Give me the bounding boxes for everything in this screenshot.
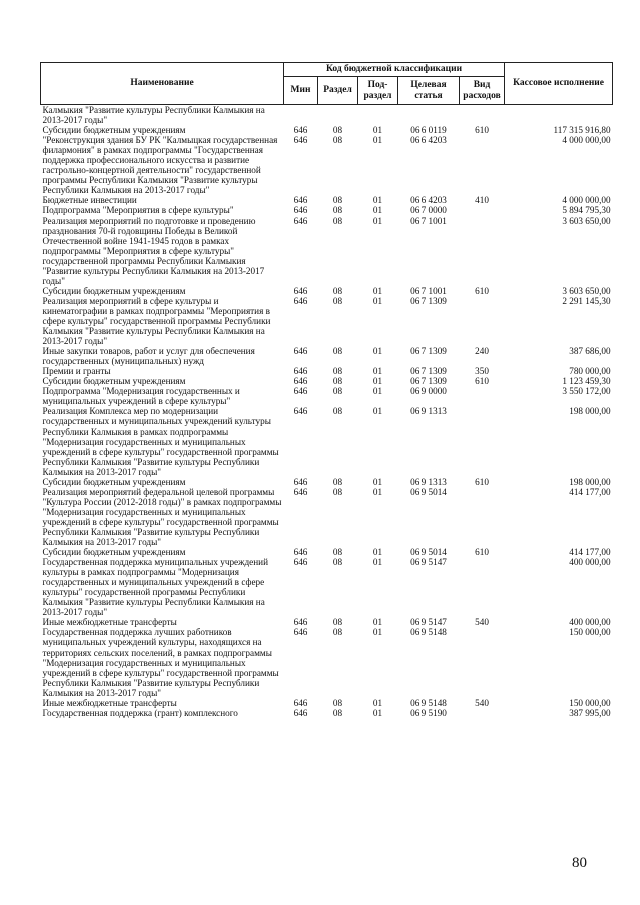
cell-vid: [460, 105, 505, 126]
cell-vid: [460, 406, 505, 476]
cell-summa: 414 177,00: [569, 486, 611, 497]
cell-celevaya: 06 9 5148: [410, 697, 447, 708]
cell-vid: 610: [475, 125, 489, 136]
column-header-vid: Вид расходов: [460, 77, 505, 105]
cell-vid: 540: [475, 617, 489, 628]
cell-summa: 198 000,00: [569, 476, 611, 487]
cell-name: Реализация мероприятий федеральной целевой программы "Культура России (2012-2018 годы)" в рамках подпрограммы "Модернизация государственных и муниципальных учреждений в сфере культуры" государственной программы Республики Калмыкия "Развитие культуры Республики Калмыкия на 2013-2017 годы": [42, 486, 282, 548]
cell-vid: 540: [475, 697, 489, 708]
cell-vid: 610: [475, 476, 489, 487]
cell-min: [284, 105, 318, 126]
cell-name: Субсидии бюджетным учреждениям: [42, 125, 186, 136]
cell-min: 646: [293, 215, 308, 226]
column-header-podrazdel: Под-раздел: [358, 77, 398, 105]
cell-razdel: 08: [332, 195, 343, 206]
cell-min: 646: [293, 707, 308, 718]
cell-celevaya: 06 7 1001: [410, 285, 447, 296]
table-row: [41, 296, 613, 346]
cell-podrazdel: 01: [372, 215, 383, 226]
cell-podrazdel: [358, 105, 398, 126]
cell-vid: 350: [475, 366, 489, 377]
cell-podrazdel: 01: [372, 476, 383, 487]
column-header-kassovoe: Кассовое исполнение: [505, 63, 613, 105]
cell-celevaya: 06 7 1309: [410, 366, 447, 377]
table-row: [41, 376, 613, 386]
cell-razdel: 08: [332, 125, 343, 136]
table-row: [41, 547, 613, 557]
cell-podrazdel: 01: [372, 125, 383, 136]
cell-min: 646: [293, 697, 308, 708]
cell-summa: 400 000,00: [569, 617, 611, 628]
table-row: [41, 125, 613, 135]
cell-min: 646: [293, 386, 308, 397]
cell-min: 646: [293, 376, 308, 387]
cell-celevaya: 06 9 5147: [410, 557, 447, 568]
table-row: [41, 406, 613, 476]
cell-razdel: 08: [332, 205, 343, 216]
column-header-min: Мин: [284, 77, 318, 105]
cell-summa: 3 603 650,00: [562, 215, 611, 226]
cell-min: 646: [293, 406, 308, 417]
table-row: [41, 557, 613, 617]
cell-summa: 780 000,00: [569, 366, 611, 377]
cell-name: Калмыкия "Развитие культуры Республики Калмыкия на 2013-2017 годы": [42, 105, 265, 126]
cell-min: 646: [293, 295, 308, 306]
column-header-name: Наименование: [41, 63, 284, 105]
cell-podrazdel: 01: [372, 195, 383, 206]
cell-summa: 387 686,00: [569, 346, 611, 357]
cell-celevaya: 06 7 1001: [410, 215, 447, 226]
table-row: [41, 627, 613, 697]
cell-name: Иные межбюджетные трансферты: [42, 697, 177, 708]
cell-podrazdel: 01: [372, 285, 383, 296]
table-body: [41, 105, 613, 718]
cell-summa: 387 995,00: [569, 707, 611, 718]
cell-summa: 150 000,00: [569, 627, 611, 638]
cell-name: Субсидии бюджетным учреждениям: [42, 376, 186, 387]
cell-vid: 610: [475, 547, 489, 558]
column-header-razdel: Раздел: [318, 77, 358, 105]
cell-razdel: 08: [332, 406, 343, 417]
cell-vid: 610: [475, 285, 489, 296]
cell-celevaya: 06 6 0119: [410, 125, 447, 136]
table-row: [41, 216, 613, 286]
cell-name: Реализация мероприятий в сфере культуры и кинематографии в рамках подпрограммы "Мероприятия в сфере культуры" государственной программы Республики Калмыкия "Развитие культуры Республики Калмыкия на 2013-2017 годы": [42, 295, 271, 347]
cell-razdel: 08: [332, 215, 343, 226]
cell-celevaya: 06 7 1309: [410, 295, 447, 306]
cell-summa: [505, 105, 613, 126]
cell-name: Бюджетные инвестиции: [42, 195, 137, 206]
cell-podrazdel: 01: [372, 205, 383, 216]
cell-name: Государственная поддержка (грант) комплексного: [42, 707, 238, 718]
cell-summa: 400 000,00: [569, 557, 611, 568]
cell-name: Государственная поддержка муниципальных учреждений культуры в рамках подпрограммы "Модернизация государственных и муниципальных учреждений в сфере культуры" государственной программы Республики Калмыкия "Развитие культуры Республики Калмыкия на 2013-2017 годы": [42, 557, 268, 618]
cell-podrazdel: 01: [372, 386, 383, 397]
cell-podrazdel: 01: [372, 617, 383, 628]
cell-razdel: 08: [332, 376, 343, 387]
cell-razdel: 08: [332, 366, 343, 377]
cell-min: 646: [293, 346, 308, 357]
cell-razdel: [318, 105, 358, 126]
cell-celevaya: 06 9 5190: [410, 707, 447, 718]
cell-min: 646: [293, 476, 308, 487]
cell-razdel: 08: [332, 697, 343, 708]
cell-vid: 240: [475, 346, 489, 357]
cell-vid: [460, 627, 505, 697]
table-row: [41, 105, 613, 126]
cell-vid: [460, 216, 505, 286]
table-row: [41, 135, 613, 195]
cell-summa: 3 550 172,00: [562, 386, 611, 397]
cell-min: 646: [293, 195, 308, 206]
cell-razdel: 08: [332, 627, 343, 638]
cell-celevaya: 06 7 1309: [410, 376, 447, 387]
cell-celevaya: 06 9 5148: [410, 627, 447, 638]
cell-razdel: 08: [332, 557, 343, 568]
cell-name: Субсидии бюджетным учреждениям: [42, 547, 186, 558]
cell-razdel: 08: [332, 707, 343, 718]
cell-podrazdel: 01: [372, 557, 383, 568]
cell-summa: 4 000 000,00: [562, 135, 611, 146]
cell-summa: 150 000,00: [569, 697, 611, 708]
cell-min: 646: [293, 486, 308, 497]
cell-podrazdel: 01: [372, 406, 383, 417]
cell-vid: [460, 557, 505, 617]
cell-summa: 2 291 145,30: [562, 295, 611, 306]
cell-name: Премии и гранты: [42, 366, 111, 377]
cell-summa: 4 000 000,00: [562, 195, 611, 206]
cell-summa: 3 603 650,00: [562, 285, 611, 296]
cell-name: Подпрограмма "Модернизация государственных и муниципальных учреждений в сфере культуры": [42, 386, 240, 407]
cell-vid: [460, 135, 505, 195]
cell-name: Иные закупки товаров, работ и услуг для обеспечения государственных (муниципальных) нужд: [42, 346, 255, 367]
cell-podrazdel: 01: [372, 366, 383, 377]
table-row: [41, 617, 613, 627]
cell-name: Реализация Комплекса мер по модернизации государственных и муниципальных учреждений культуры Республики Калмыкия в рамках подпрограммы "Модернизация государственных и муниципальных учреждений в сфере культуры" государственной программы Республики Калмыкия "Развитие культуры Республики Калмыкия на 2013-2017 годы": [42, 406, 279, 477]
table-header: [41, 63, 613, 105]
cell-razdel: 08: [332, 617, 343, 628]
cell-podrazdel: 01: [372, 295, 383, 306]
cell-min: 646: [293, 125, 308, 136]
cell-celevaya: 06 9 5014: [410, 547, 447, 558]
cell-vid: [460, 205, 505, 215]
cell-celevaya: 06 7 1309: [410, 346, 447, 357]
cell-podrazdel: 01: [372, 135, 383, 146]
cell-name: "Реконструкция здания БУ РК "Калмыцкая государственная филармония" в рамках подпрограммы "Государственная поддержка профессионального искусства и развитие гастрольно-концертной деятельности" государственной программы Республики Калмыкия "Развитие культуры Республики Калмыкия на 2013-2017 годы": [42, 135, 278, 196]
cell-celevaya: 06 9 5147: [410, 617, 447, 628]
cell-vid: [460, 708, 505, 718]
cell-celevaya: 06 7 0000: [410, 205, 447, 216]
cell-razdel: 08: [332, 547, 343, 558]
cell-min: 646: [293, 627, 308, 638]
table-row: [41, 708, 613, 718]
cell-min: 646: [293, 366, 308, 377]
cell-celevaya: 06 9 1313: [410, 406, 447, 417]
cell-vid: [460, 386, 505, 406]
cell-name: Субсидии бюджетным учреждениям: [42, 285, 186, 296]
table-row: [41, 346, 613, 366]
cell-summa: 117 315 916,80: [553, 125, 611, 136]
cell-vid: 610: [475, 376, 489, 387]
cell-summa: 198 000,00: [569, 406, 611, 417]
cell-podrazdel: 01: [372, 627, 383, 638]
page-number: 80: [572, 855, 587, 871]
cell-razdel: 08: [332, 346, 343, 357]
table-row: [41, 205, 613, 215]
table-row: [41, 195, 613, 205]
cell-min: 646: [293, 617, 308, 628]
column-header-celevaya: Целевая статья: [398, 77, 460, 105]
cell-min: 646: [293, 285, 308, 296]
cell-podrazdel: 01: [372, 697, 383, 708]
cell-podrazdel: 01: [372, 547, 383, 558]
column-header-code-group: Код бюджетной классификации: [284, 63, 505, 77]
cell-min: 646: [293, 557, 308, 568]
cell-vid: 410: [475, 195, 489, 206]
cell-podrazdel: 01: [372, 486, 383, 497]
table-row: [41, 487, 613, 547]
cell-celevaya: 06 9 0000: [410, 386, 447, 397]
table-row: [41, 698, 613, 708]
cell-summa: 414 177,00: [569, 547, 611, 558]
cell-razdel: 08: [332, 476, 343, 487]
cell-summa: 5 894 795,30: [562, 205, 611, 216]
cell-name: Подпрограмма "Мероприятия в сфере культуры": [42, 205, 234, 216]
cell-celevaya: 06 9 5014: [410, 486, 447, 497]
cell-razdel: 08: [332, 135, 343, 146]
cell-celevaya: 06 9 1313: [410, 476, 447, 487]
cell-podrazdel: 01: [372, 707, 383, 718]
cell-podrazdel: 01: [372, 346, 383, 357]
cell-name: Субсидии бюджетным учреждениям: [42, 476, 186, 487]
table-row: [41, 366, 613, 376]
cell-celevaya: 06 6 4203: [410, 135, 447, 146]
cell-summa: 1 123 459,30: [562, 376, 611, 387]
cell-razdel: 08: [332, 285, 343, 296]
cell-name: Иные межбюджетные трансферты: [42, 617, 177, 628]
cell-razdel: 08: [332, 486, 343, 497]
cell-min: 646: [293, 547, 308, 558]
cell-razdel: 08: [332, 386, 343, 397]
cell-vid: [460, 487, 505, 547]
cell-razdel: 08: [332, 295, 343, 306]
cell-celevaya: 06 6 4203: [410, 195, 447, 206]
cell-name: Государственная поддержка лучших работников муниципальных учреждений культуры, находящихся на территориях сельских поселений, в рамках подпрограммы "Модернизация государственных и муниципальных учреждений в сфере культуры" государственной программы Республики Калмыкия "Развитие культуры Республики Калмыкия на 2013-2017 годы": [42, 627, 279, 698]
cell-name: Реализация мероприятий по подготовке и проведению празднования 70-й годовщины Победы в Великой Отечественной войне 1941-1945 годов в рамках подпрограммы "Мероприятия в сфере культуры" государственной программы Республики Калмыкия "Развитие культуры Республики Калмыкия на 2013-2017 годы": [42, 215, 265, 286]
budget-table: [40, 62, 613, 718]
cell-min: 646: [293, 205, 308, 216]
table-row: [41, 477, 613, 487]
cell-celevaya: [398, 105, 460, 126]
table-row: [41, 386, 613, 406]
cell-min: 646: [293, 135, 308, 146]
cell-podrazdel: 01: [372, 376, 383, 387]
table-row: [41, 286, 613, 296]
cell-vid: [460, 296, 505, 346]
